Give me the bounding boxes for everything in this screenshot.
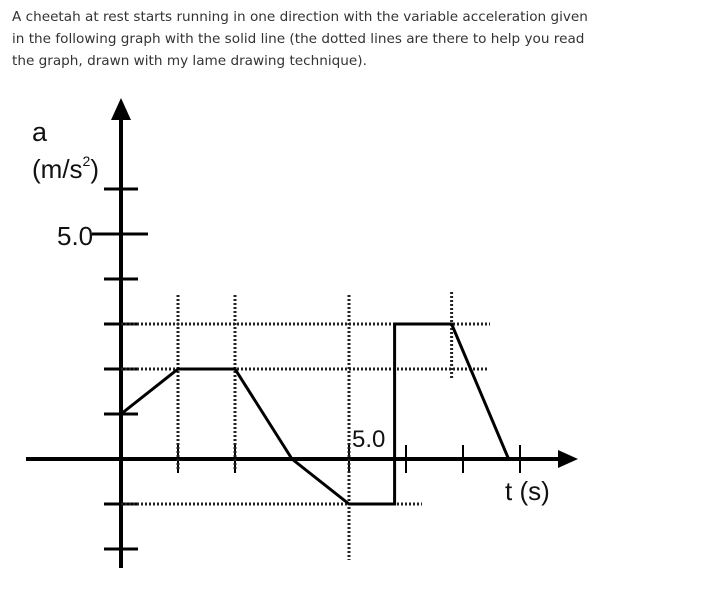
question-line-2: in the following graph with the solid line (the dotted lines are there to help you read: [12, 31, 585, 47]
x-tick-label: 5.0: [352, 426, 386, 453]
helper-dotted-lines: [121, 292, 490, 560]
question-line-1: A cheetah at rest starts running in one direction with the variable acceleration given: [12, 9, 588, 25]
acceleration-curve: [121, 324, 509, 504]
y-axis-unit-open: (m/s: [32, 154, 83, 184]
y-tick-label: 5.0: [57, 221, 94, 251]
x-axis-arrowhead: [558, 450, 578, 468]
question-line-3: the graph, drawn with my lame drawing technique).: [12, 53, 367, 69]
y-axis-unit-close: ): [90, 154, 100, 184]
y-axis-arrowhead: [111, 98, 131, 120]
y-axis-symbol: a: [32, 117, 48, 147]
x-axis-label: t (s): [505, 476, 550, 506]
y-axis-unit-exponent: 2: [82, 153, 91, 169]
y-axis-unit: [32, 153, 99, 184]
